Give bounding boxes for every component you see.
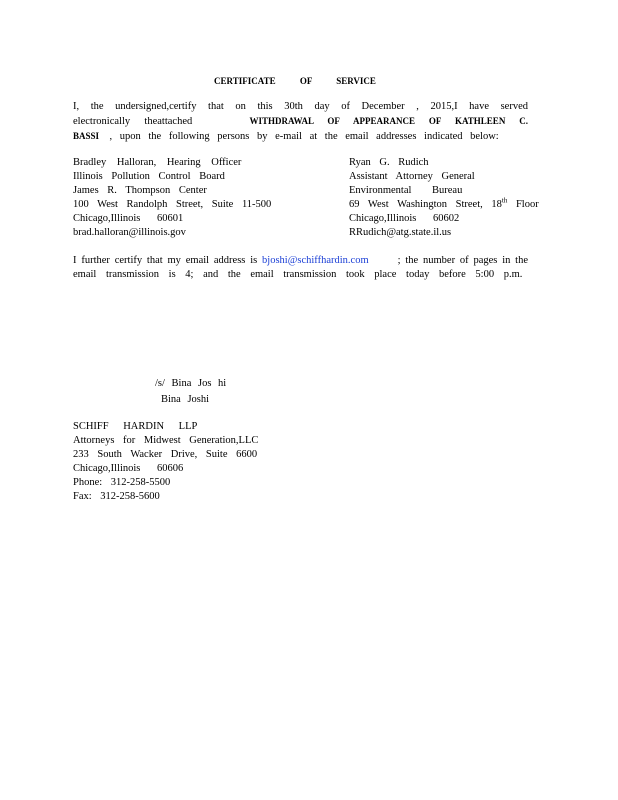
recipient-left-city: Chicago,Illinois 60601 <box>73 213 184 224</box>
recipient-right-city: Chicago,Illinois 60602 <box>349 213 460 224</box>
recipient-right-dept: Environmental Bureau <box>349 185 463 196</box>
firm-street: 233 South Wacker Drive, Suite 6600 <box>73 449 258 460</box>
recipient-right-email: RRudich@atg.state.il.us <box>349 227 452 238</box>
street-ordinal: th <box>501 196 508 205</box>
signature-line: /s/ Bina Jos hi <box>155 378 227 389</box>
intro-paragraph <box>73 100 528 144</box>
email-link[interactable]: bjoshi@schiffhardin.com <box>262 255 369 266</box>
document-name: WITHDRAWAL OF APPEARANCE OF KATHLEEN C. <box>249 116 528 126</box>
intro-line-3 <box>73 129 528 144</box>
street-text: 69 West Washington Street, 18 <box>349 199 502 210</box>
recipient-right-name: Ryan G. Rudich <box>349 157 429 168</box>
recipient-left-street: 100 West Randolph Street, Suite 11-500 <box>73 199 272 210</box>
signer-name: Bina Joshi <box>161 394 210 405</box>
firm-name: SCHIFF HARDIN LLP <box>73 421 198 432</box>
intro-line-1: I, the undersigned,certify that on this 30th day of December , 2015,I have served <box>73 101 528 112</box>
firm-attorneys: Attorneys for Midwest Generation,LLC <box>73 435 259 446</box>
recipient-right <box>349 156 539 240</box>
intro-line-2 <box>73 114 528 129</box>
firm-city: Chicago,Illinois 60606 <box>73 463 184 474</box>
firm-phone: Phone: 312-258-5500 <box>73 477 171 488</box>
recipient-left-building: James R. Thompson Center <box>73 185 207 196</box>
further-line-1 <box>73 254 528 268</box>
firm-block <box>73 420 258 504</box>
recipient-left-name: Bradley Halloran, Hearing Officer <box>73 157 242 168</box>
recipient-right-title: Assistant Attorney General <box>349 171 475 182</box>
recipient-right-street <box>349 198 539 212</box>
document-name-cont: BASSI <box>73 131 100 141</box>
further-line-2: email transmission is 4; and the email transmission took place today before 5:00 p.m. <box>73 269 523 280</box>
recipient-left <box>73 156 271 240</box>
document-title: CERTIFICATE OF SERVICE <box>214 76 376 86</box>
further-text: I further certify that my email address is <box>73 255 258 266</box>
street-floor: Floor <box>507 199 539 210</box>
further-text-cont: ; the number of pages in the <box>397 255 529 266</box>
intro-line-3-text: , upon the following persons by e-mail at the email addresses indicated below: <box>109 131 499 142</box>
firm-fax: Fax: 312-258-5600 <box>73 491 160 502</box>
further-paragraph <box>73 254 528 282</box>
intro-line-2-text: electronically theattached <box>73 116 193 127</box>
recipient-left-org: Illinois Pollution Control Board <box>73 171 225 182</box>
recipient-left-email: brad.halloran@illinois.gov <box>73 227 186 238</box>
